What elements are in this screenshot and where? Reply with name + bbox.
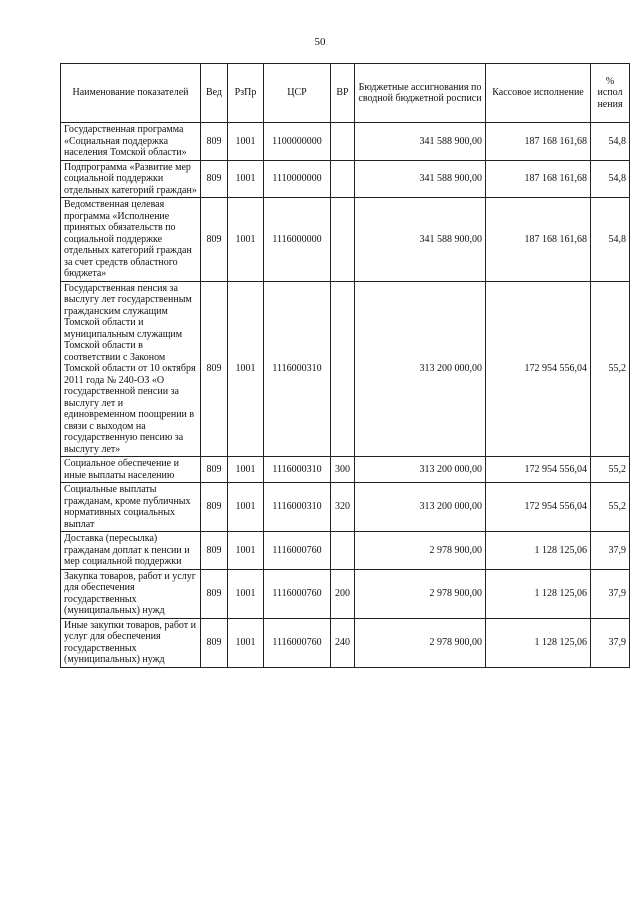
row-budget: 313 200 000,00: [355, 483, 486, 532]
row-ved: 809: [201, 532, 228, 570]
header-ved: Вед: [201, 64, 228, 123]
table-row: [61, 160, 630, 198]
table-row: [61, 569, 630, 618]
header-csr: ЦСР: [264, 64, 331, 123]
header-vr: ВР: [331, 64, 355, 123]
table-row: [61, 198, 630, 282]
table-row: [61, 483, 630, 532]
row-vr: 240: [331, 618, 355, 667]
row-budget: 313 200 000,00: [355, 457, 486, 483]
row-rzpr: 1001: [228, 483, 264, 532]
row-vr: [331, 281, 355, 457]
row-ved: 809: [201, 123, 228, 161]
row-rzpr: 1001: [228, 198, 264, 282]
row-csr: 1100000000: [264, 123, 331, 161]
row-rzpr: 1001: [228, 532, 264, 570]
row-name: Государственная пенсия за выслугу лет государственным гражданским служащим Томской области и муниципальным служащим Томской области в соответствии с Законом Томской области от 10 октября 2011 года № 240-ОЗ «О государственной пенсии за выслугу лет и единовременном поощрении в связи с выходом на государственную пенсию за выслугу лет»: [61, 281, 201, 457]
row-cash: 172 954 556,04: [486, 457, 591, 483]
row-csr: 1116000760: [264, 532, 331, 570]
row-csr: 1116000310: [264, 457, 331, 483]
row-name: Закупка товаров, работ и услуг для обеспечения государственных (муниципальных) нужд: [61, 569, 201, 618]
row-vr: [331, 198, 355, 282]
row-ved: 809: [201, 569, 228, 618]
row-ved: 809: [201, 457, 228, 483]
header-cash: Кассовое исполнение: [486, 64, 591, 123]
row-percent: 55,2: [591, 483, 630, 532]
row-budget: 313 200 000,00: [355, 281, 486, 457]
row-csr: 1116000760: [264, 569, 331, 618]
row-rzpr: 1001: [228, 569, 264, 618]
table-row: [61, 281, 630, 457]
row-name: Подпрограмма «Развитие мер социальной поддержки отдельных категорий граждан»: [61, 160, 201, 198]
row-rzpr: 1001: [228, 123, 264, 161]
row-vr: [331, 160, 355, 198]
row-vr: 320: [331, 483, 355, 532]
table-row: [61, 123, 630, 161]
row-percent: 55,2: [591, 281, 630, 457]
row-cash: 172 954 556,04: [486, 483, 591, 532]
row-cash: 172 954 556,04: [486, 281, 591, 457]
row-cash: 187 168 161,68: [486, 198, 591, 282]
row-cash: 187 168 161,68: [486, 123, 591, 161]
row-vr: [331, 532, 355, 570]
row-vr: 200: [331, 569, 355, 618]
row-rzpr: 1001: [228, 281, 264, 457]
table-row: [61, 457, 630, 483]
budget-execution-table: [60, 63, 630, 668]
row-name: Иные закупки товаров, работ и услуг для обеспечения государственных (муниципальных) нужд: [61, 618, 201, 667]
row-percent: 37,9: [591, 532, 630, 570]
header-rzpr: РзПр: [228, 64, 264, 123]
row-csr: 1116000310: [264, 483, 331, 532]
row-budget: 2 978 900,00: [355, 532, 486, 570]
row-rzpr: 1001: [228, 160, 264, 198]
row-cash: 1 128 125,06: [486, 618, 591, 667]
row-cash: 187 168 161,68: [486, 160, 591, 198]
row-name: Государственная программа «Социальная поддержка населения Томской области»: [61, 123, 201, 161]
header-budget: Бюджетные ассигнования по сводной бюджетной росписи: [355, 64, 486, 123]
row-name: Социальные выплаты гражданам, кроме публичных нормативных социальных выплат: [61, 483, 201, 532]
row-rzpr: 1001: [228, 618, 264, 667]
row-name: Ведомственная целевая программа «Исполнение принятых обязательств по социальной поддержке отдельных категорий граждан за счет средств областного бюджета»: [61, 198, 201, 282]
row-budget: 2 978 900,00: [355, 618, 486, 667]
row-budget: 2 978 900,00: [355, 569, 486, 618]
row-ved: 809: [201, 281, 228, 457]
row-cash: 1 128 125,06: [486, 569, 591, 618]
row-budget: 341 588 900,00: [355, 123, 486, 161]
row-vr: [331, 123, 355, 161]
table-header-row: [61, 64, 630, 123]
header-percent: % испол нения: [591, 64, 630, 123]
row-name: Социальное обеспечение и иные выплаты населению: [61, 457, 201, 483]
row-percent: 37,9: [591, 618, 630, 667]
row-ved: 809: [201, 160, 228, 198]
row-percent: 54,8: [591, 198, 630, 282]
row-name: Доставка (пересылка) гражданам доплат к пенсии и мер социальной поддержки: [61, 532, 201, 570]
table-row: [61, 532, 630, 570]
page-number: 50: [314, 36, 326, 48]
row-vr: 300: [331, 457, 355, 483]
row-budget: 341 588 900,00: [355, 160, 486, 198]
row-csr: 1110000000: [264, 160, 331, 198]
table-row: [61, 618, 630, 667]
row-ved: 809: [201, 198, 228, 282]
row-cash: 1 128 125,06: [486, 532, 591, 570]
row-percent: 55,2: [591, 457, 630, 483]
header-name: Наименование показателей: [61, 64, 201, 123]
row-csr: 1116000310: [264, 281, 331, 457]
row-percent: 54,8: [591, 160, 630, 198]
row-ved: 809: [201, 618, 228, 667]
row-csr: 1116000000: [264, 198, 331, 282]
row-ved: 809: [201, 483, 228, 532]
row-percent: 54,8: [591, 123, 630, 161]
row-csr: 1116000760: [264, 618, 331, 667]
row-percent: 37,9: [591, 569, 630, 618]
row-budget: 341 588 900,00: [355, 198, 486, 282]
row-rzpr: 1001: [228, 457, 264, 483]
